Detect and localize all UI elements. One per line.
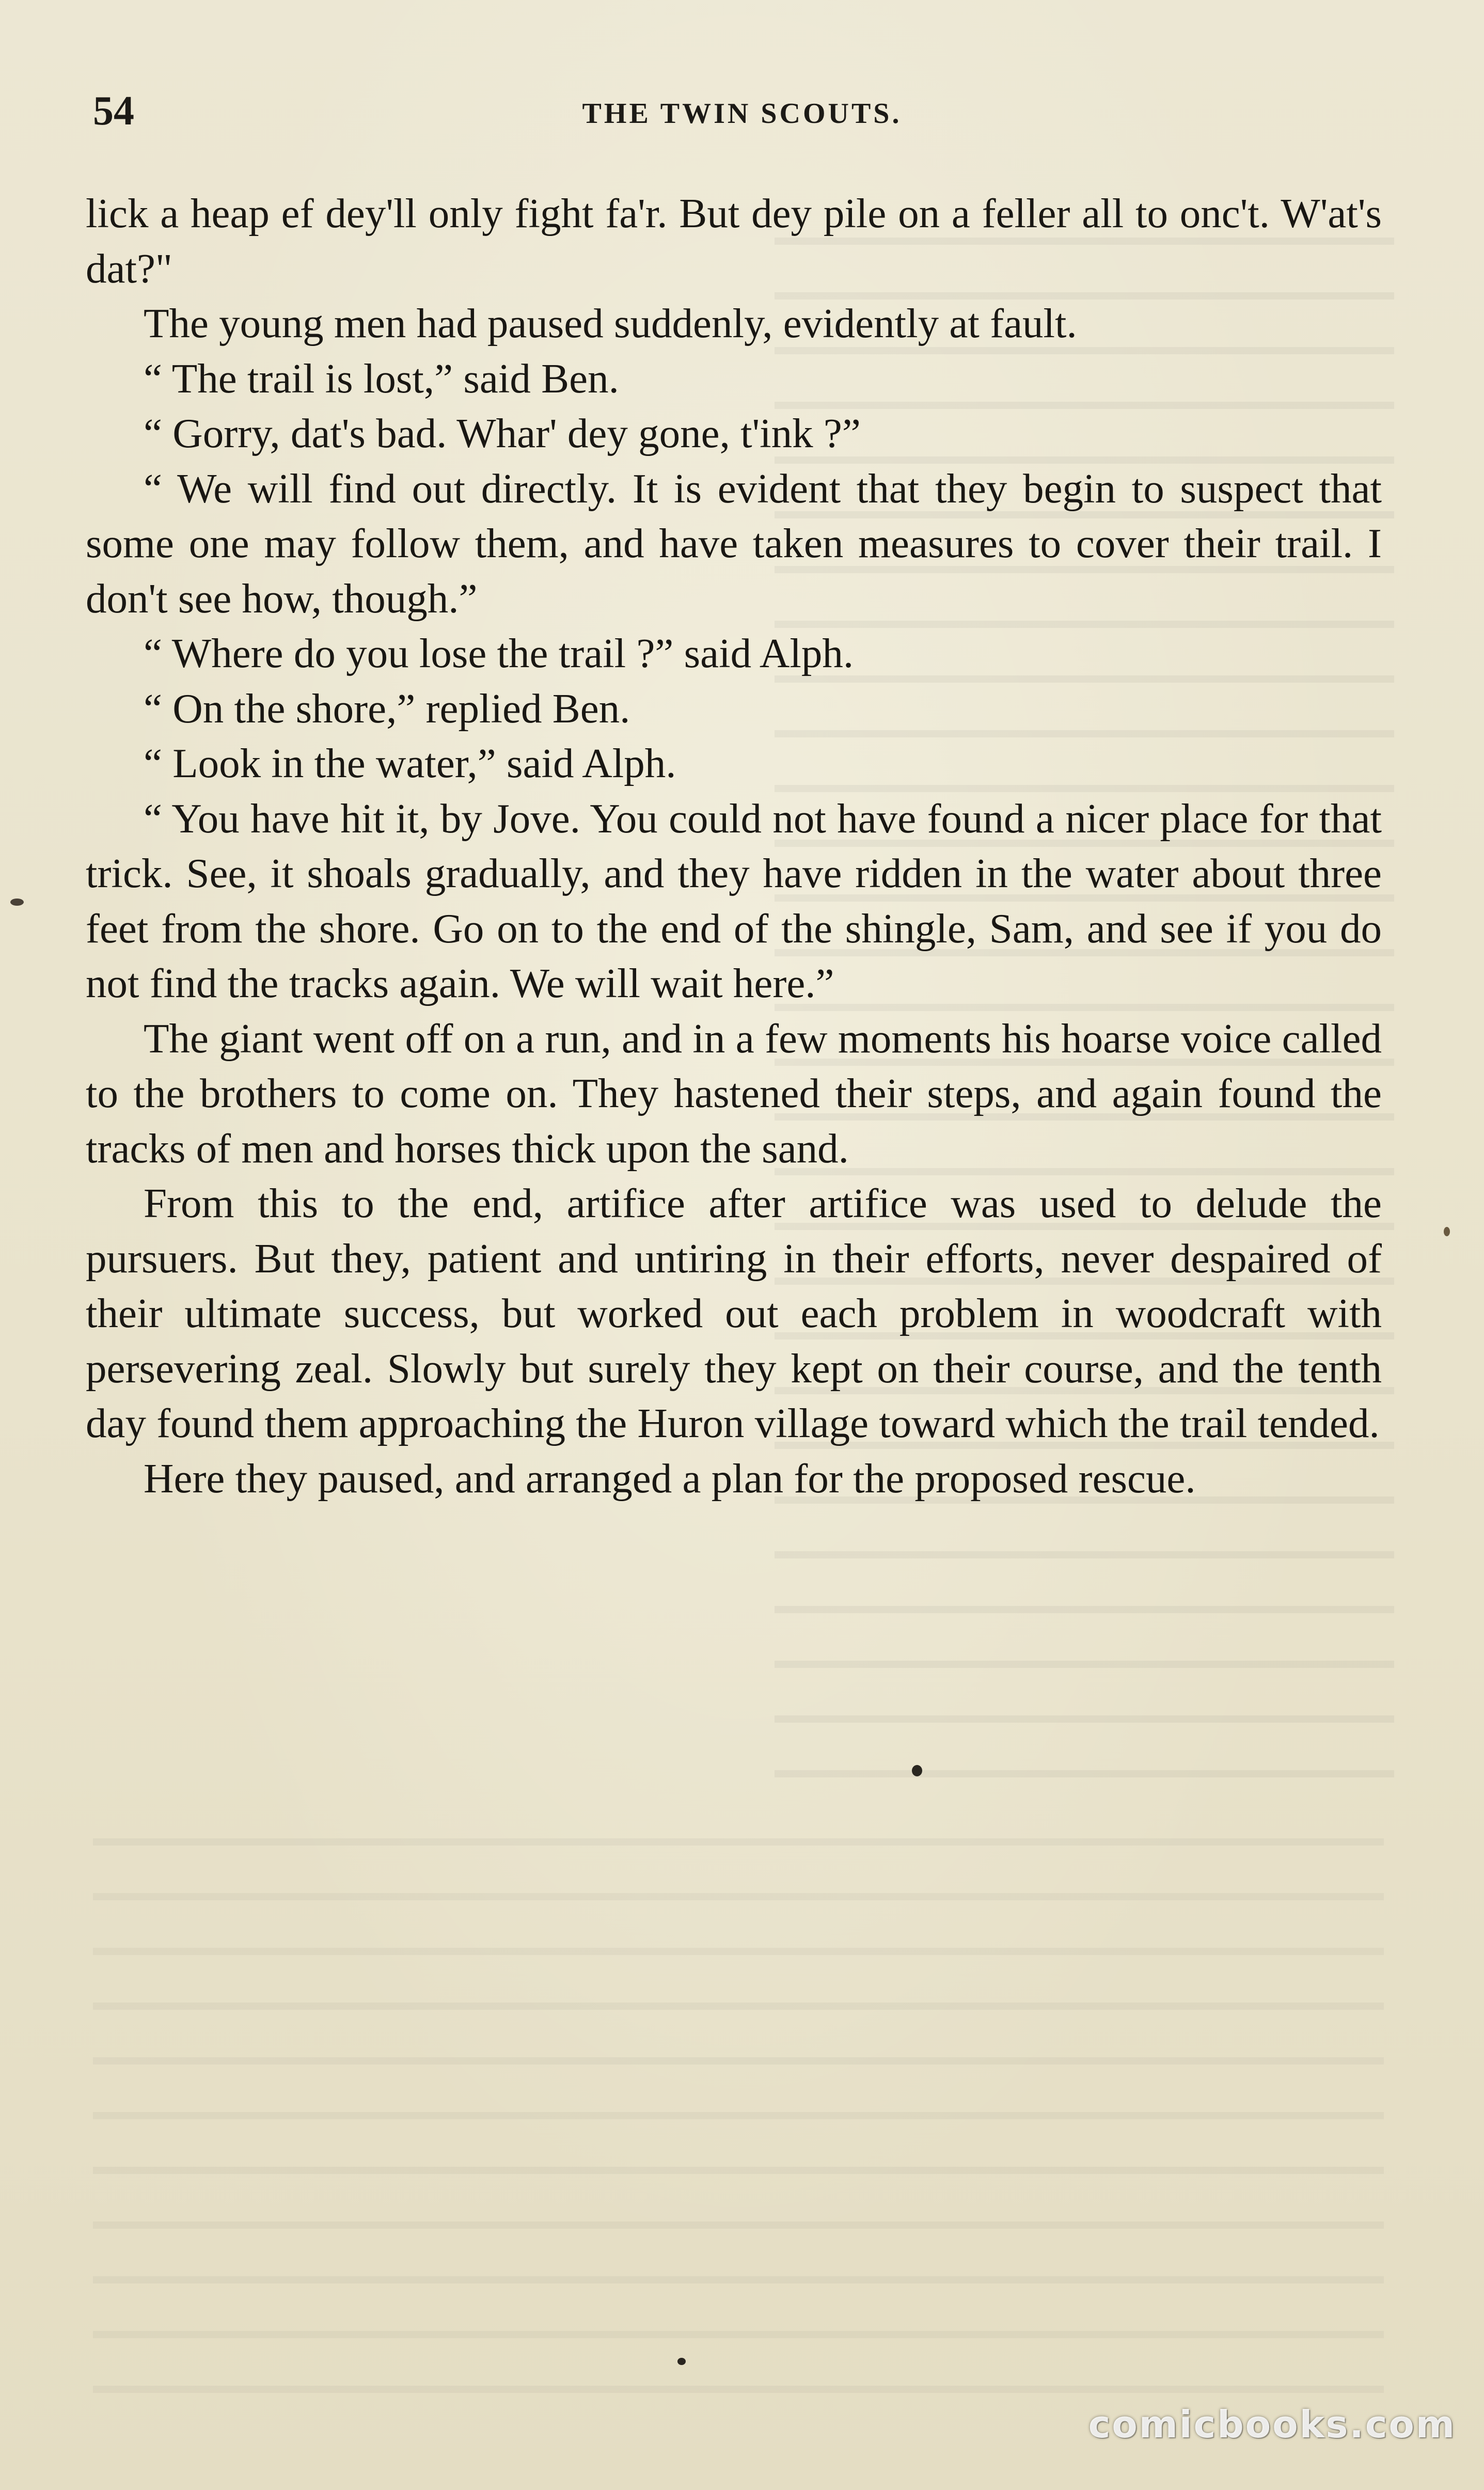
ink-speck [10, 899, 24, 906]
paragraph: The young men had paused suddenly, evidently at fault. [144, 300, 1077, 346]
watermark: comicbooks.com [1088, 2403, 1456, 2446]
page-number: 54 [93, 88, 134, 134]
paragraph: “ The trail is lost,” said Ben. [144, 355, 619, 402]
body-text [86, 186, 1382, 1506]
ink-speck [677, 2358, 686, 2365]
paragraph: The giant went off on a run, and in a few moments his hoarse voice called to the brothers to come on. They hastened their steps, and again found the tracks of men and horses thick upon the sand. [86, 1015, 1382, 1172]
paragraph: lick a heap ef dey'll only fight fa'r. But dey pile on a feller all to onc't. W'at's dat?" [86, 190, 1382, 292]
paragraph: “ You have hit it, by Jove. You could not have found a nicer place for that trick. See, it shoals gradually, and they have ridden in the water about three feet from the shore. Go on to the end of the shingle, Sam, and see if you do not find the tracks again. We will wait here.” [86, 795, 1382, 1006]
paragraph: “ Look in the water,” said Alph. [144, 740, 676, 786]
paragraph: “ Gorry, dat's bad. Whar' dey gone, t'ink ?” [144, 410, 861, 456]
paragraph: From this to the end, artifice after artifice was used to delude the pursuers. But they, patient and untiring in their efforts, never despaired of their ultimate success, but worked out each problem in woodcraft with persevering zeal. Slowly but surely they kept on their course, and the tenth day found them approaching the Huron village toward which the trail tended. [86, 1180, 1382, 1446]
ink-speck [1444, 1227, 1450, 1236]
paragraph: “ On the shore,” replied Ben. [144, 685, 630, 732]
paragraph: “ We will find out directly. It is evident that they begin to suspect that some one may follow them, and have taken measures to cover their trail. I don't see how, though.” [86, 465, 1382, 622]
paragraph: “ Where do you lose the trail ?” said Alph. [144, 630, 854, 676]
paragraph: Here they paused, and arranged a plan for the proposed rescue. [144, 1455, 1196, 1502]
running-title: THE TWIN SCOUTS. [582, 98, 902, 130]
bleed-through-texture-lower [93, 1838, 1384, 2406]
running-head [0, 88, 1484, 134]
ink-speck [912, 1765, 922, 1776]
